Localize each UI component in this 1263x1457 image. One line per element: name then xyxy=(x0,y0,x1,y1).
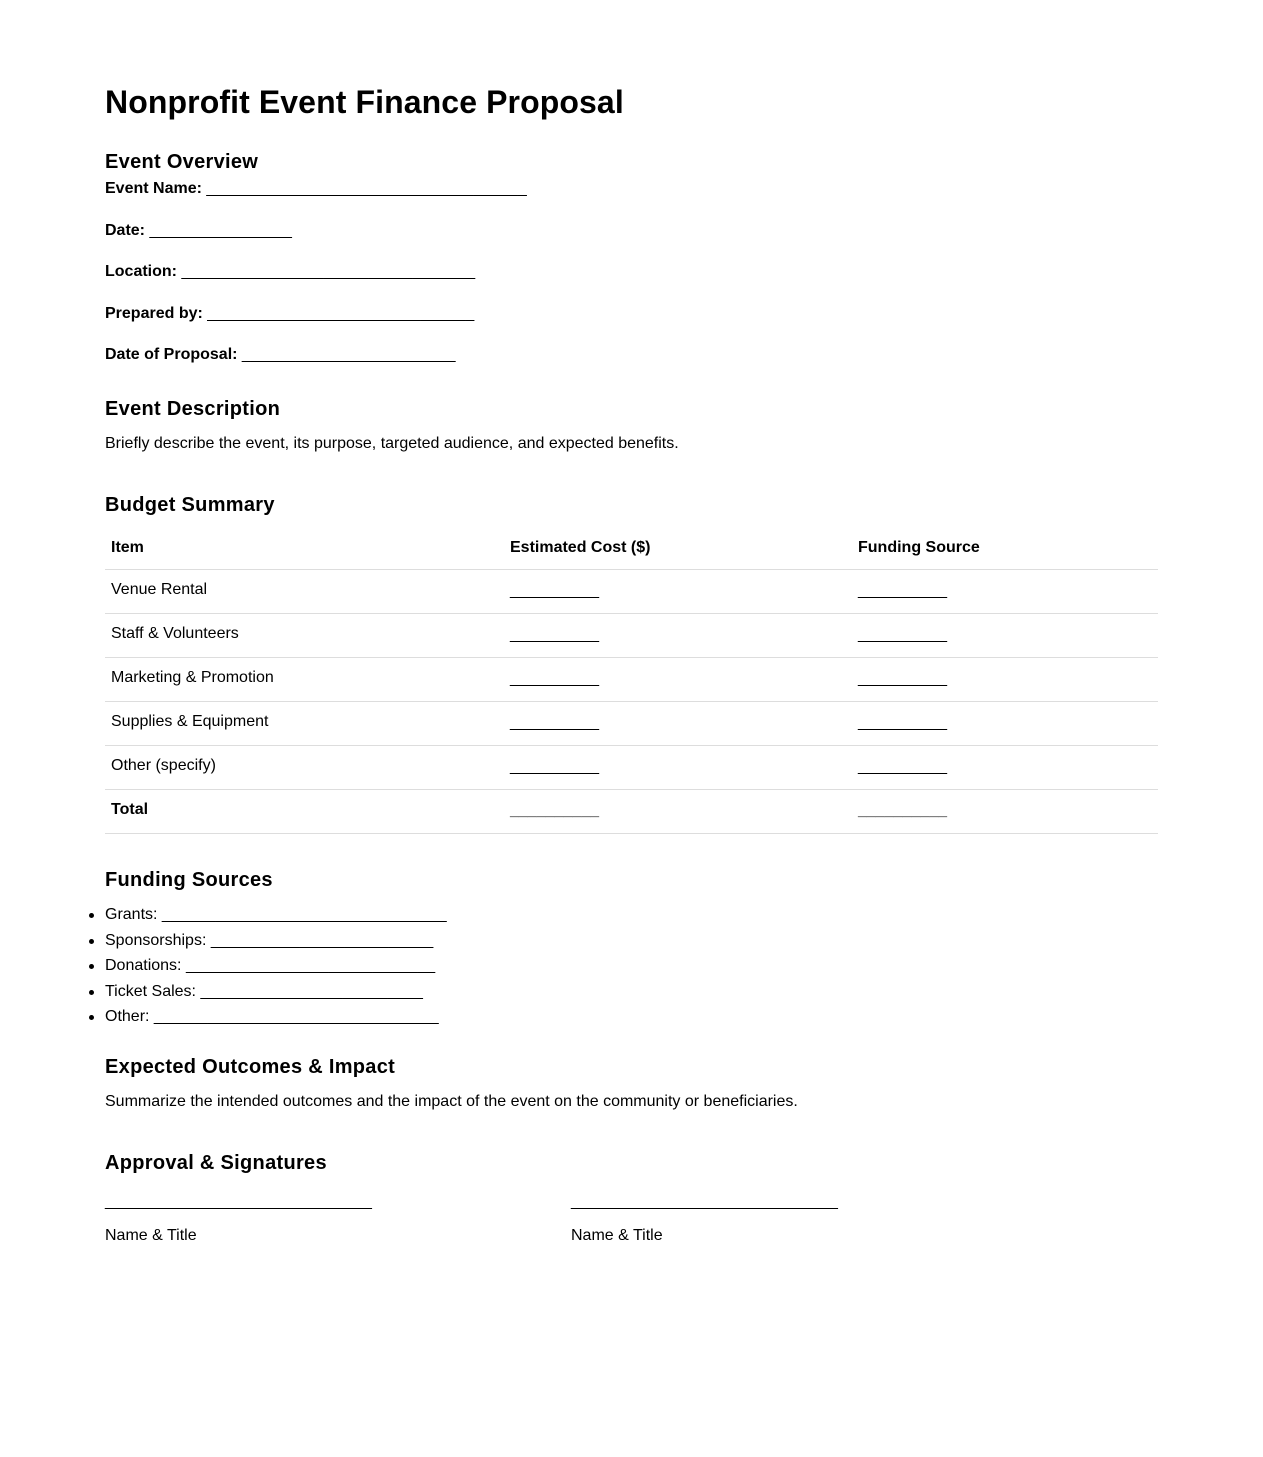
list-item xyxy=(105,906,1158,932)
signature-line[interactable]: ______________________________ xyxy=(105,1192,372,1210)
field-date xyxy=(105,222,1158,264)
source-blank[interactable]: __________ xyxy=(852,745,1158,789)
approval-signatures-section xyxy=(105,1151,1158,1245)
field-date-of-proposal xyxy=(105,346,1158,388)
expected-outcomes-text: Summarize the intended outcomes and the impact of the event on the community or beneficiaries. xyxy=(105,1092,798,1110)
list-item xyxy=(105,957,1158,983)
cost-blank[interactable]: __________ xyxy=(504,657,852,701)
location-blank[interactable]: _________________________________ xyxy=(181,263,476,281)
field-label: Event Name: xyxy=(105,180,202,197)
grants-blank[interactable]: ________________________________ xyxy=(161,905,447,923)
cost-blank[interactable]: __________ xyxy=(504,701,852,745)
table-row xyxy=(105,613,1158,657)
list-item xyxy=(105,983,1158,1009)
field-label: Date: xyxy=(105,221,146,239)
item-cell: Supplies & Equipment xyxy=(105,701,504,745)
donations-blank[interactable]: ____________________________ xyxy=(185,957,436,975)
signature-block xyxy=(105,1193,1158,1245)
budget-table xyxy=(105,527,1158,834)
funding-sources-list xyxy=(105,906,1158,1034)
section-heading-event-overview: Event Overview xyxy=(105,151,259,173)
column-header-funding-source: Funding Source xyxy=(852,527,1158,570)
cost-blank[interactable]: __________ xyxy=(504,745,852,789)
funding-label: Donations: xyxy=(105,957,182,975)
signature-1 xyxy=(105,1193,571,1245)
item-cell: Venue Rental xyxy=(105,569,504,613)
document-title: Nonprofit Event Finance Proposal xyxy=(105,84,624,120)
funding-label: Ticket Sales: xyxy=(105,982,196,1000)
item-cell: Staff & Volunteers xyxy=(105,613,504,657)
field-label: Location: xyxy=(105,263,177,281)
total-label: Total xyxy=(105,789,504,833)
date-of-proposal-blank[interactable]: ________________________ xyxy=(241,346,456,364)
field-label: Prepared by: xyxy=(105,304,203,322)
sponsorships-blank[interactable]: _________________________ xyxy=(210,931,434,949)
list-item xyxy=(105,932,1158,958)
budget-summary-section xyxy=(105,493,1158,834)
source-blank[interactable]: __________ xyxy=(852,613,1158,657)
section-heading-approval-signatures: Approval & Signatures xyxy=(105,1151,327,1174)
item-cell: Marketing & Promotion xyxy=(105,657,504,701)
table-row xyxy=(105,701,1158,745)
item-cell: Other (specify) xyxy=(105,745,504,789)
source-blank[interactable]: __________ xyxy=(852,657,1158,701)
table-row xyxy=(105,745,1158,789)
table-row-total xyxy=(105,789,1158,833)
column-header-item: Item xyxy=(105,527,504,570)
section-heading-event-description: Event Description xyxy=(105,397,281,420)
field-event-name xyxy=(105,180,1158,222)
ticket-sales-blank[interactable]: _________________________ xyxy=(200,982,423,1000)
table-row xyxy=(105,657,1158,701)
event-overview-section xyxy=(105,150,1158,388)
column-header-estimated-cost: Estimated Cost ($) xyxy=(504,527,852,570)
list-item xyxy=(105,1008,1158,1034)
funding-label: Other: xyxy=(105,1008,150,1026)
table-row xyxy=(105,569,1158,613)
signature-2 xyxy=(571,1193,1037,1245)
funding-label: Grants: xyxy=(105,905,158,923)
other-blank[interactable]: ________________________________ xyxy=(153,1008,439,1026)
total-cost-blank[interactable]: __________ xyxy=(504,789,852,833)
signature-label: Name & Title xyxy=(571,1226,663,1244)
field-label: Date of Proposal: xyxy=(105,346,238,364)
signature-line[interactable]: ______________________________ xyxy=(571,1192,838,1210)
field-location xyxy=(105,263,1158,305)
signature-label: Name & Title xyxy=(105,1226,197,1244)
source-blank[interactable]: __________ xyxy=(852,701,1158,745)
event-description-text: Briefly describe the event, its purpose, targeted audience, and expected benefits. xyxy=(105,434,679,452)
date-blank[interactable]: ________________ xyxy=(149,221,292,239)
funding-sources-section xyxy=(105,868,1158,1034)
source-blank[interactable]: __________ xyxy=(852,569,1158,613)
total-source-blank[interactable]: __________ xyxy=(852,789,1158,833)
field-prepared-by xyxy=(105,305,1158,347)
cost-blank[interactable]: __________ xyxy=(504,569,852,613)
cost-blank[interactable]: __________ xyxy=(504,613,852,657)
budget-table-header xyxy=(105,527,1158,570)
funding-label: Sponsorships: xyxy=(105,931,207,949)
section-heading-funding-sources: Funding Sources xyxy=(105,868,273,891)
expected-outcomes-section xyxy=(105,1055,1158,1111)
event-description-section xyxy=(105,397,1158,453)
section-heading-budget-summary: Budget Summary xyxy=(105,493,275,516)
prepared-by-blank[interactable]: ______________________________ xyxy=(207,304,475,322)
event-name-blank[interactable]: ____________________________________ xyxy=(206,180,527,197)
section-heading-expected-outcomes: Expected Outcomes & Impact xyxy=(105,1055,396,1078)
